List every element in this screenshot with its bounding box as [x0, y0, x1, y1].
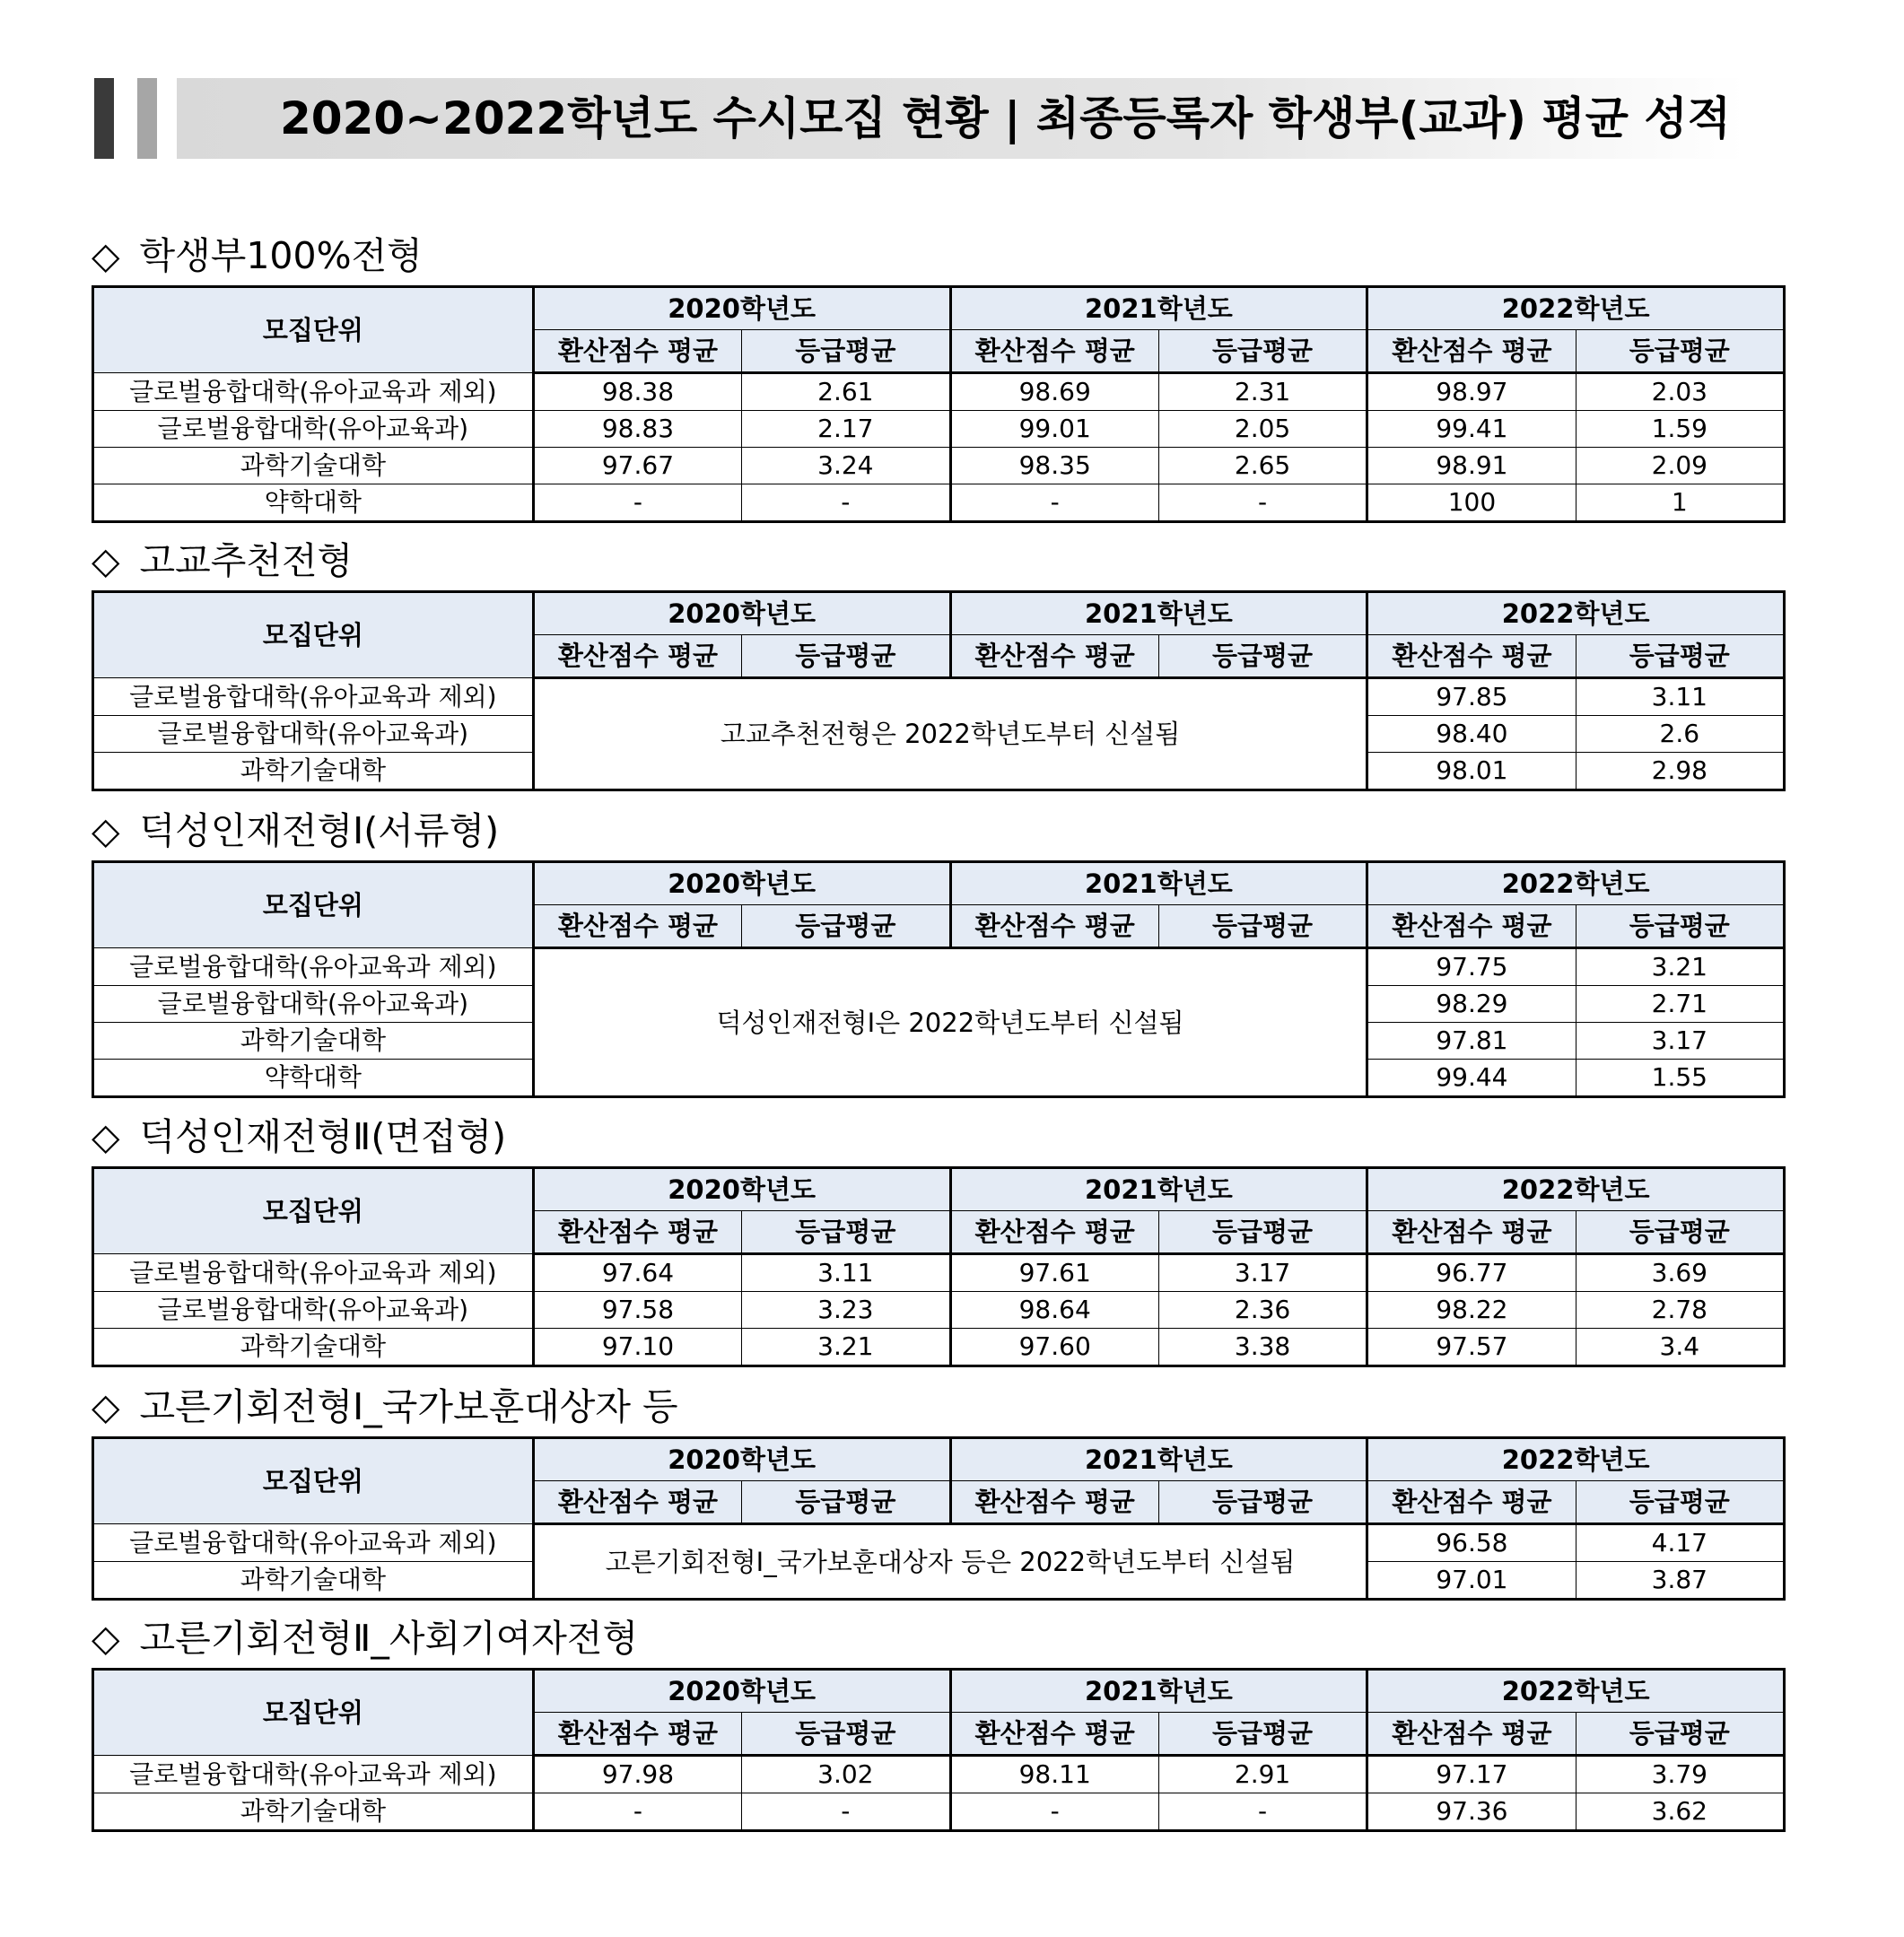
score-avg-cell: 97.58: [533, 1292, 741, 1329]
section-title-text: 고교추천전형: [139, 539, 354, 582]
table-row: [93, 1254, 1785, 1292]
grade-avg-cell: 2.91: [1158, 1756, 1367, 1793]
year-header: 2022학년도: [1367, 1438, 1785, 1481]
grade-avg-header: 등급평균: [1576, 1713, 1784, 1756]
table-row: [93, 373, 1785, 411]
score-avg-cell: 97.17: [1367, 1756, 1576, 1793]
unit-column-header: 모집단위: [93, 1438, 534, 1524]
grade-avg-cell: 3.11: [742, 1254, 950, 1292]
year-header: 2022학년도: [1367, 1670, 1785, 1713]
section-3: [92, 1107, 1786, 1367]
section-4: [92, 1377, 1786, 1601]
grade-avg-cell: -: [742, 1793, 950, 1831]
grade-avg-cell: 2.61: [742, 373, 950, 411]
score-avg-cell: 97.61: [950, 1254, 1158, 1292]
section-title: [92, 801, 1786, 860]
score-table: [92, 1668, 1786, 1832]
table-row: [93, 1524, 1785, 1562]
unit-column-header: 모집단위: [93, 1168, 534, 1254]
score-avg-cell: 98.22: [1367, 1292, 1576, 1329]
grade-avg-header: 등급평균: [742, 635, 950, 678]
score-avg-cell: 99.01: [950, 411, 1158, 448]
score-table: [92, 590, 1786, 791]
unit-name: 과학기술대학: [93, 1329, 534, 1366]
section-0: [92, 226, 1786, 523]
score-avg-cell: -: [950, 484, 1158, 522]
table-row: [93, 948, 1785, 986]
title-background: [177, 78, 1745, 159]
score-avg-header: 환산점수 평균: [1367, 905, 1576, 948]
score-avg-cell: 98.64: [950, 1292, 1158, 1329]
grade-avg-cell: 2.98: [1576, 753, 1784, 790]
header-row-years: [93, 862, 1785, 905]
grade-avg-header: 등급평균: [1158, 905, 1367, 948]
diamond-icon: ◇: [92, 1115, 120, 1158]
score-avg-cell: 97.36: [1367, 1793, 1576, 1831]
grade-avg-cell: 3.17: [1576, 1023, 1784, 1060]
unit-column-header: 모집단위: [93, 862, 534, 948]
diamond-icon: ◇: [92, 1385, 120, 1428]
grade-avg-cell: 4.17: [1576, 1524, 1784, 1562]
unit-name: 글로벌융합대학(유아교육과): [93, 411, 534, 448]
score-avg-header: 환산점수 평균: [533, 330, 741, 373]
unit-name: 글로벌융합대학(유아교육과 제외): [93, 948, 534, 986]
year-header: 2020학년도: [533, 1670, 950, 1713]
grade-avg-cell: 3.4: [1576, 1329, 1784, 1366]
grade-avg-cell: 2.09: [1576, 448, 1784, 484]
grade-avg-cell: 3.23: [742, 1292, 950, 1329]
section-title-text: 고른기회전형Ⅱ_사회기여자전형: [139, 1617, 639, 1660]
year-header: 2022학년도: [1367, 862, 1785, 905]
score-avg-header: 환산점수 평균: [950, 1713, 1158, 1756]
score-avg-cell: 97.57: [1367, 1329, 1576, 1366]
score-avg-cell: 99.41: [1367, 411, 1576, 448]
score-table: [92, 285, 1786, 523]
year-header: 2022학년도: [1367, 592, 1785, 635]
grade-avg-cell: 3.79: [1576, 1756, 1784, 1793]
unit-name: 글로벌융합대학(유아교육과): [93, 1292, 534, 1329]
score-avg-header: 환산점수 평균: [533, 1481, 741, 1524]
grade-avg-header: 등급평균: [1576, 1481, 1784, 1524]
year-header: 2021학년도: [950, 1438, 1367, 1481]
score-avg-cell: 97.67: [533, 448, 741, 484]
unit-name: 글로벌융합대학(유아교육과 제외): [93, 1524, 534, 1562]
page-header: [94, 78, 1745, 159]
header-row-years: [93, 1670, 1785, 1713]
header-row-years: [93, 1438, 1785, 1481]
grade-avg-cell: -: [1158, 1793, 1367, 1831]
diamond-icon: ◇: [92, 234, 120, 277]
unit-name: 글로벌융합대학(유아교육과): [93, 716, 534, 753]
grade-avg-header: 등급평균: [1158, 1211, 1367, 1254]
grade-avg-header: 등급평균: [1576, 330, 1784, 373]
score-avg-cell: 98.69: [950, 373, 1158, 411]
grade-avg-cell: -: [742, 484, 950, 522]
grade-avg-cell: 1: [1576, 484, 1784, 522]
score-avg-cell: 96.58: [1367, 1524, 1576, 1562]
diamond-icon: ◇: [92, 539, 120, 582]
score-avg-cell: 96.77: [1367, 1254, 1576, 1292]
score-avg-cell: 97.85: [1367, 678, 1576, 716]
year-header: 2022학년도: [1367, 1168, 1785, 1211]
grade-avg-cell: 3.21: [742, 1329, 950, 1366]
grade-avg-cell: 2.6: [1576, 716, 1784, 753]
header-row-years: [93, 1168, 1785, 1211]
score-avg-cell: 98.97: [1367, 373, 1576, 411]
section-title: [92, 1609, 1786, 1668]
score-avg-header: 환산점수 평균: [950, 330, 1158, 373]
unit-name: 약학대학: [93, 1060, 534, 1097]
diamond-icon: ◇: [92, 809, 120, 852]
score-avg-cell: 100: [1367, 484, 1576, 522]
not-established-note: 덕성인재전형Ⅰ은 2022학년도부터 신설됨: [533, 948, 1367, 1097]
score-avg-header: 환산점수 평균: [533, 1713, 741, 1756]
table-row: [93, 1793, 1785, 1831]
score-avg-header: 환산점수 평균: [950, 1481, 1158, 1524]
score-avg-header: 환산점수 평균: [1367, 1713, 1576, 1756]
unit-name: 과학기술대학: [93, 448, 534, 484]
section-title: [92, 1107, 1786, 1166]
unit-column-header: 모집단위: [93, 592, 534, 678]
year-header: 2021학년도: [950, 1670, 1367, 1713]
year-header: 2020학년도: [533, 862, 950, 905]
score-avg-cell: 98.38: [533, 373, 741, 411]
grade-avg-cell: 2.31: [1158, 373, 1367, 411]
grade-avg-header: 등급평균: [742, 1713, 950, 1756]
grade-avg-cell: 2.65: [1158, 448, 1367, 484]
section-title-text: 고른기회전형Ⅰ_국가보훈대상자 등: [139, 1385, 678, 1428]
grade-avg-cell: 2.17: [742, 411, 950, 448]
table-row: [93, 1329, 1785, 1366]
score-avg-cell: -: [533, 1793, 741, 1831]
grade-avg-cell: 3.17: [1158, 1254, 1367, 1292]
year-header: 2020학년도: [533, 287, 950, 330]
year-header: 2021학년도: [950, 1168, 1367, 1211]
section-title: [92, 531, 1786, 590]
score-avg-header: 환산점수 평균: [950, 635, 1158, 678]
unit-name: 과학기술대학: [93, 1562, 534, 1600]
table-row: [93, 448, 1785, 484]
grade-avg-cell: 2.05: [1158, 411, 1367, 448]
table-row: [93, 411, 1785, 448]
grade-avg-cell: 3.62: [1576, 1793, 1784, 1831]
year-header: 2022학년도: [1367, 287, 1785, 330]
section-1: [92, 531, 1786, 791]
score-table: [92, 860, 1786, 1098]
section-2: [92, 801, 1786, 1098]
unit-name: 글로벌융합대학(유아교육과 제외): [93, 678, 534, 716]
score-avg-header: 환산점수 평균: [1367, 1481, 1576, 1524]
score-avg-cell: 97.98: [533, 1756, 741, 1793]
unit-name: 글로벌융합대학(유아교육과): [93, 986, 534, 1023]
header-row-years: [93, 592, 1785, 635]
grade-avg-header: 등급평균: [1158, 1713, 1367, 1756]
grade-avg-header: 등급평균: [1576, 1211, 1784, 1254]
score-avg-header: 환산점수 평균: [950, 905, 1158, 948]
section-title-text: 학생부100%전형: [139, 234, 423, 277]
score-avg-cell: 98.11: [950, 1756, 1158, 1793]
score-avg-cell: 98.29: [1367, 986, 1576, 1023]
grade-avg-header: 등급평균: [742, 330, 950, 373]
score-table: [92, 1166, 1786, 1367]
score-avg-cell: 97.81: [1367, 1023, 1576, 1060]
score-avg-cell: 99.44: [1367, 1060, 1576, 1097]
grade-avg-header: 등급평균: [1576, 905, 1784, 948]
score-avg-cell: -: [950, 1793, 1158, 1831]
table-row: [93, 1292, 1785, 1329]
section-5: [92, 1609, 1786, 1832]
table-row: [93, 678, 1785, 716]
grade-avg-cell: 2.78: [1576, 1292, 1784, 1329]
score-avg-header: 환산점수 평균: [1367, 1211, 1576, 1254]
score-avg-header: 환산점수 평균: [533, 635, 741, 678]
unit-column-header: 모집단위: [93, 1670, 534, 1756]
grade-avg-cell: 3.11: [1576, 678, 1784, 716]
score-avg-header: 환산점수 평균: [1367, 635, 1576, 678]
score-avg-cell: 98.91: [1367, 448, 1576, 484]
grade-avg-cell: 2.03: [1576, 373, 1784, 411]
unit-name: 글로벌융합대학(유아교육과 제외): [93, 1254, 534, 1292]
score-avg-cell: 98.40: [1367, 716, 1576, 753]
grade-avg-cell: 2.36: [1158, 1292, 1367, 1329]
section-title: [92, 226, 1786, 285]
score-avg-header: 환산점수 평균: [533, 905, 741, 948]
grade-avg-cell: 3.87: [1576, 1562, 1784, 1600]
grade-avg-cell: 3.02: [742, 1756, 950, 1793]
grade-avg-cell: 3.24: [742, 448, 950, 484]
score-avg-cell: 97.60: [950, 1329, 1158, 1366]
grade-avg-header: 등급평균: [742, 1481, 950, 1524]
grade-avg-cell: 3.38: [1158, 1329, 1367, 1366]
year-header: 2021학년도: [950, 862, 1367, 905]
year-header: 2020학년도: [533, 1438, 950, 1481]
grade-avg-cell: 1.55: [1576, 1060, 1784, 1097]
score-avg-cell: 97.01: [1367, 1562, 1576, 1600]
table-row: [93, 1756, 1785, 1793]
not-established-note: 고른기회전형Ⅰ_국가보훈대상자 등은 2022학년도부터 신설됨: [533, 1524, 1367, 1600]
header-bar-dark: [94, 78, 114, 159]
score-avg-cell: -: [533, 484, 741, 522]
unit-name: 과학기술대학: [93, 1793, 534, 1831]
grade-avg-cell: 1.59: [1576, 411, 1784, 448]
grade-avg-cell: 2.71: [1576, 986, 1784, 1023]
year-header: 2020학년도: [533, 1168, 950, 1211]
score-avg-header: 환산점수 평균: [533, 1211, 741, 1254]
unit-name: 글로벌융합대학(유아교육과 제외): [93, 1756, 534, 1793]
score-avg-cell: 98.35: [950, 448, 1158, 484]
grade-avg-header: 등급평균: [742, 1211, 950, 1254]
score-avg-header: 환산점수 평균: [950, 1211, 1158, 1254]
header-row-years: [93, 287, 1785, 330]
score-avg-header: 환산점수 평균: [1367, 330, 1576, 373]
score-avg-cell: 98.83: [533, 411, 741, 448]
grade-avg-cell: -: [1158, 484, 1367, 522]
grade-avg-cell: 3.69: [1576, 1254, 1784, 1292]
grade-avg-header: 등급평균: [1158, 1481, 1367, 1524]
grade-avg-header: 등급평균: [1576, 635, 1784, 678]
table-row: [93, 484, 1785, 522]
score-avg-cell: 98.01: [1367, 753, 1576, 790]
section-title-text: 덕성인재전형Ⅰ(서류형): [139, 809, 500, 852]
section-title-text: 덕성인재전형Ⅱ(면접형): [139, 1115, 507, 1158]
score-avg-cell: 97.64: [533, 1254, 741, 1292]
section-title: [92, 1377, 1786, 1436]
year-header: 2021학년도: [950, 592, 1367, 635]
unit-name: 약학대학: [93, 484, 534, 522]
grade-avg-header: 등급평균: [1158, 330, 1367, 373]
score-avg-cell: 97.75: [1367, 948, 1576, 986]
score-avg-cell: 97.10: [533, 1329, 741, 1366]
grade-avg-cell: 3.21: [1576, 948, 1784, 986]
unit-name: 과학기술대학: [93, 753, 534, 790]
page-title: 2020~2022학년도 수시모집 현황 | 최종등록자 학생부(교과) 평균 성적: [280, 92, 1731, 144]
grade-avg-header: 등급평균: [1158, 635, 1367, 678]
unit-name: 과학기술대학: [93, 1023, 534, 1060]
grade-avg-header: 등급평균: [742, 905, 950, 948]
unit-column-header: 모집단위: [93, 287, 534, 373]
score-table: [92, 1436, 1786, 1601]
not-established-note: 고교추천전형은 2022학년도부터 신설됨: [533, 678, 1367, 790]
unit-name: 글로벌융합대학(유아교육과 제외): [93, 373, 534, 411]
diamond-icon: ◇: [92, 1617, 120, 1660]
header-bar-light: [137, 78, 157, 159]
year-header: 2021학년도: [950, 287, 1367, 330]
year-header: 2020학년도: [533, 592, 950, 635]
